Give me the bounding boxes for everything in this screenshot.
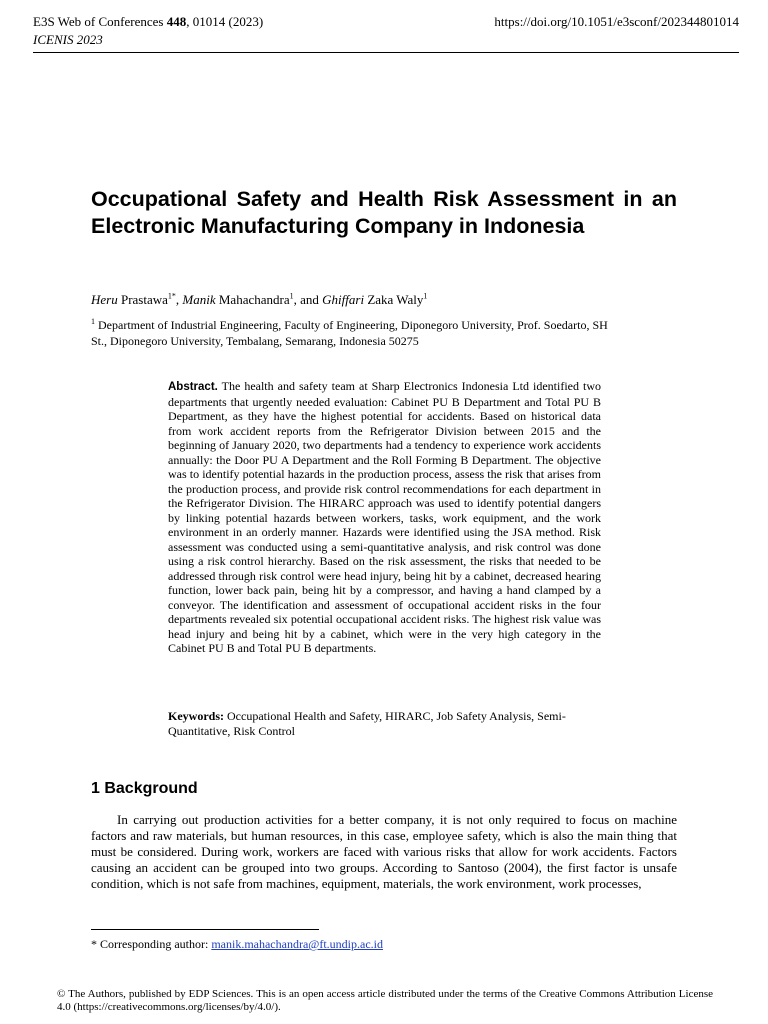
abstract-label: Abstract. (168, 381, 218, 393)
keywords-text: Occupational Health and Safety, HIRARC, Job Safety Analysis, Semi-Quantitative, Risk Control (168, 709, 566, 738)
doi-link[interactable]: https://doi.org/10.1051/e3sconf/202344801014 (494, 14, 739, 29)
license-notice: © The Authors, published by EDP Sciences. This is an open access article distributed under the terms of the Creative Commons Attribution License 4.0 (https://creativecommons.org/licenses/by/4.0/). (57, 988, 713, 1013)
body-paragraph: In carrying out production activities for a better company, it is not only required to focus on machine factors and raw materials, but human resources, in this case, employee safety, which is also the main thing that must be considered. During work, workers are faced with various risks that allow for work accidents. Factors causing an accident can be grouped into two groups. According to Santoso (2004), the first factor is unsafe condition, which is not safe from machines, equipment, materials, the work environment, work processes, (91, 812, 677, 891)
author-given-name: Manik (182, 292, 216, 307)
journal-line (33, 13, 263, 31)
article-number: , 01014 (2023) (186, 14, 264, 29)
keywords-label: Keywords: (168, 709, 224, 723)
author-list (91, 291, 427, 309)
affiliation-text: Department of Industrial Engineering, Faculty of Engineering, Diponegoro University, Prof. Soedarto, SH St., Diponegoro University, Tembalang, Semarang, Indonesia 50275 (91, 318, 608, 348)
paper-title: Occupational Safety and Health Risk Assessment in an Electronic Manufacturing Company in Indonesia (91, 187, 677, 238)
affiliation-mark: 1 (91, 317, 95, 326)
author-family-name: Zaka Waly (364, 292, 424, 307)
header-divider (33, 52, 739, 53)
author-separator: , (175, 292, 183, 307)
author-given-name: Ghiffari (322, 292, 365, 307)
footnote-divider (91, 929, 319, 930)
author-given-name: Heru (91, 292, 118, 307)
author-family-name: Mahachandra (215, 292, 290, 307)
affiliation (91, 317, 611, 349)
author-separator: , and (293, 292, 323, 307)
corresponding-email-link[interactable]: manik.mahachandra@ft.undip.ac.id (211, 937, 383, 951)
author-affiliation-mark: 1 (289, 291, 294, 301)
conference-name: ICENIS 2023 (33, 32, 103, 47)
journal-name: E3S Web of Conferences (33, 14, 167, 29)
abstract (168, 379, 601, 656)
author-affiliation-mark: 1* (167, 291, 176, 301)
running-header-left (33, 13, 263, 49)
keywords (168, 709, 601, 738)
footnote-label: * Corresponding author: (91, 937, 212, 951)
footnote (91, 936, 383, 952)
journal-volume: 448 (166, 14, 187, 29)
author-affiliation-mark: 1 (423, 291, 428, 301)
section-heading: 1 Background (91, 780, 198, 797)
abstract-text: The health and safety team at Sharp Electronics Indonesia Ltd identified two departments that urgently needed evaluation: Cabinet PU B Department and Total PU B Department, as they have the highest potential for accidents. Based on historical data from work accident reports from the Refrigerator Division between 2015 and the beginning of January 2020, two departments had a tendency to experience work accidents annually: the Door PU A Department and the Roll Forming B Department. The objective was to identify potential hazards in the production process, assess the risk that arises from the production process, and provide risk control recommendations for each department in the Refrigerator Division. The HIRARC approach was used to identify potential dangers by linking potential hazards between workers, tasks, work equipment, and the work environment in an orderly manner. Hazards were identified using the JSA method. Risk assessment was conducted using a semi-quantitative analysis, and risk control was done using a risk control hierarchy. Based on the risk assessment, the risks that needed to be addressed through risk control were head injury, being hit by a cabinet, decreased hearing function, lower back pain, being hit by a compressor, and having a hand clamped by a conveyor. The identification and assessment of occupational accident risks in the four departments revealed six potential occupational accident risks. The highest risk value was head injury and being hit by a cabinet, which were in the very high category in the Cabinet PU B and Total PU B departments. (168, 379, 601, 655)
author-family-name: Prastawa (117, 292, 168, 307)
